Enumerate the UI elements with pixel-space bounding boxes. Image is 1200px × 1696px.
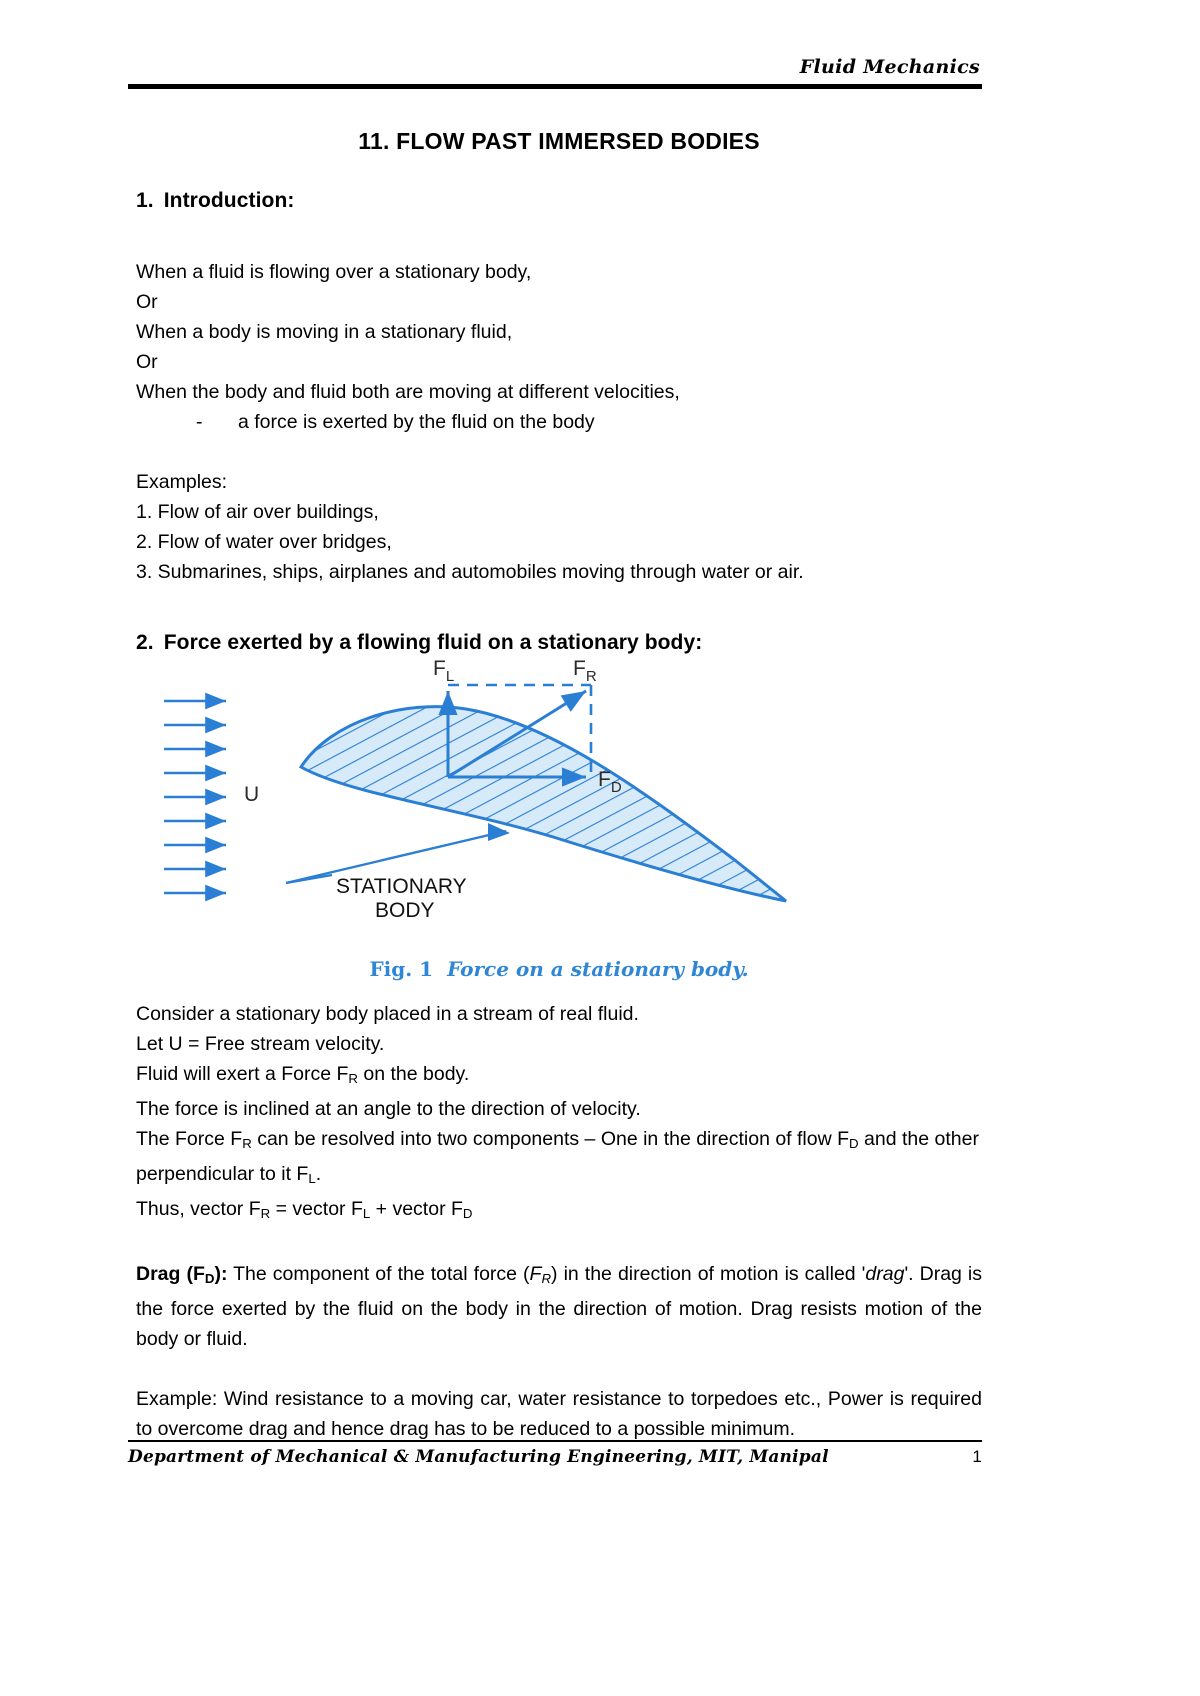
explanation-line: The force is inclined at an angle to the direction of velocity. xyxy=(136,1097,641,1120)
section-label-1: Introduction: xyxy=(163,189,295,212)
label-stationary-body-line2: BODY xyxy=(375,899,435,922)
examples-label: Examples: xyxy=(136,471,228,493)
airfoil-body xyxy=(301,707,786,901)
explanation-line: Let U = Free stream velocity. xyxy=(136,1033,385,1055)
resolve-part: . xyxy=(315,1162,322,1185)
header-divider xyxy=(128,84,982,89)
drag-label-sub: D xyxy=(204,1270,215,1286)
drag-label: Drag (F xyxy=(136,1262,205,1285)
intro-line: When a body is moving in a stationary fluid, xyxy=(136,321,513,343)
drag-italic-fr-sub: R xyxy=(541,1270,552,1286)
page-title: 11. FLOW PAST IMMERSED BODIES xyxy=(358,128,760,154)
drag-text: ) in the direction of motion is called ' xyxy=(551,1262,866,1285)
label-u: U xyxy=(244,783,260,806)
intro-line: Or xyxy=(136,291,158,313)
footer-page-number: 1 xyxy=(972,1447,982,1466)
force-prefix: Fluid will exert a Force F xyxy=(136,1063,349,1085)
label-stationary-body-line1: STATIONARY xyxy=(336,875,467,898)
section-number-1: 1. xyxy=(136,189,154,212)
resolve-part: and the other perpendicular to it F xyxy=(136,1127,979,1185)
footer-divider xyxy=(128,1440,982,1442)
thus-sub: D xyxy=(462,1205,473,1221)
explanation-thus xyxy=(136,1194,982,1229)
header-title: Fluid Mechanics xyxy=(799,56,980,78)
resolve-part: can be resolved into two components – One in the direction of flow F xyxy=(251,1127,850,1150)
section-label-2: Force exerted by a flowing fluid on a stationary body: xyxy=(163,631,703,654)
section-heading-force xyxy=(136,631,982,655)
drag-label-end: ): xyxy=(214,1262,228,1285)
intro-line: When a fluid is flowing over a stationary body, xyxy=(136,261,532,283)
document-content xyxy=(136,128,982,1444)
page-header xyxy=(128,56,982,89)
thus-sub: L xyxy=(362,1205,371,1221)
example-paragraph: Example: Wind resistance to a moving car, water resistance to torpedoes etc., Power is required to overcome drag and hence drag has to be reduced to a possible minimum. xyxy=(136,1387,982,1440)
figure-caption xyxy=(136,957,982,981)
example-item: 1. Flow of air over buildings, xyxy=(136,501,379,523)
label-f-d: $F_D$ xyxy=(598,768,622,796)
drag-paragraph xyxy=(136,1259,982,1354)
example-item: 2. Flow of water over bridges, xyxy=(136,531,392,553)
thus-sub: R xyxy=(260,1205,271,1221)
body-leader-line xyxy=(286,823,510,883)
resolve-sub: L xyxy=(308,1170,316,1186)
force-suffix: on the body. xyxy=(357,1063,470,1085)
explanation-line-force xyxy=(136,1059,982,1094)
intro-line: Or xyxy=(136,351,158,373)
footer-department: Department of Mechanical & Manufacturing Engineering, MIT, Manipal xyxy=(128,1447,829,1467)
explanation-resolve xyxy=(136,1124,982,1194)
bullet-dash: - xyxy=(196,411,203,433)
bullet-text: a force is exerted by the fluid on the body xyxy=(238,411,595,433)
resolve-sub: R xyxy=(242,1135,252,1151)
drag-text: The component of the total force ( xyxy=(227,1262,530,1285)
resolve-sub: D xyxy=(849,1135,859,1151)
intro-line: When the body and fluid both are moving at different velocities, xyxy=(136,381,680,403)
thus-part: = vector F xyxy=(270,1197,363,1220)
figure-caption-text: Force on a stationary body. xyxy=(447,957,749,981)
thus-part: + vector F xyxy=(370,1197,463,1220)
examples-block xyxy=(136,467,982,587)
figure-1 xyxy=(136,655,982,981)
section-heading-introduction xyxy=(136,189,982,213)
label-f-l: $F_L$ xyxy=(433,657,455,685)
label-f-r: $F_R$ xyxy=(573,657,597,685)
intro-bullet xyxy=(136,407,982,437)
section-number-2: 2. xyxy=(136,631,154,654)
page-footer xyxy=(128,1440,982,1467)
figure-1-drawing xyxy=(136,655,982,955)
flow-arrows xyxy=(164,701,226,893)
figure-number: Fig. 1 xyxy=(369,957,434,981)
drag-italic-word: drag xyxy=(865,1262,905,1285)
intro-lines xyxy=(136,257,982,437)
drag-text: '. Drag is the force exerted by the fluid on the body in the direction of motion. Drag resists motion of the body or fluid. xyxy=(136,1262,983,1350)
resolve-part: The Force F xyxy=(136,1127,243,1150)
force-subscript: R xyxy=(348,1070,358,1086)
example-item: 3. Submarines, ships, airplanes and automobiles moving through water or air. xyxy=(136,561,804,583)
explanation-block xyxy=(136,999,982,1229)
explanation-line: Consider a stationary body placed in a stream of real fluid. xyxy=(136,1003,639,1025)
thus-part: Thus, vector F xyxy=(136,1197,261,1220)
drag-italic-fr: F xyxy=(529,1262,542,1285)
